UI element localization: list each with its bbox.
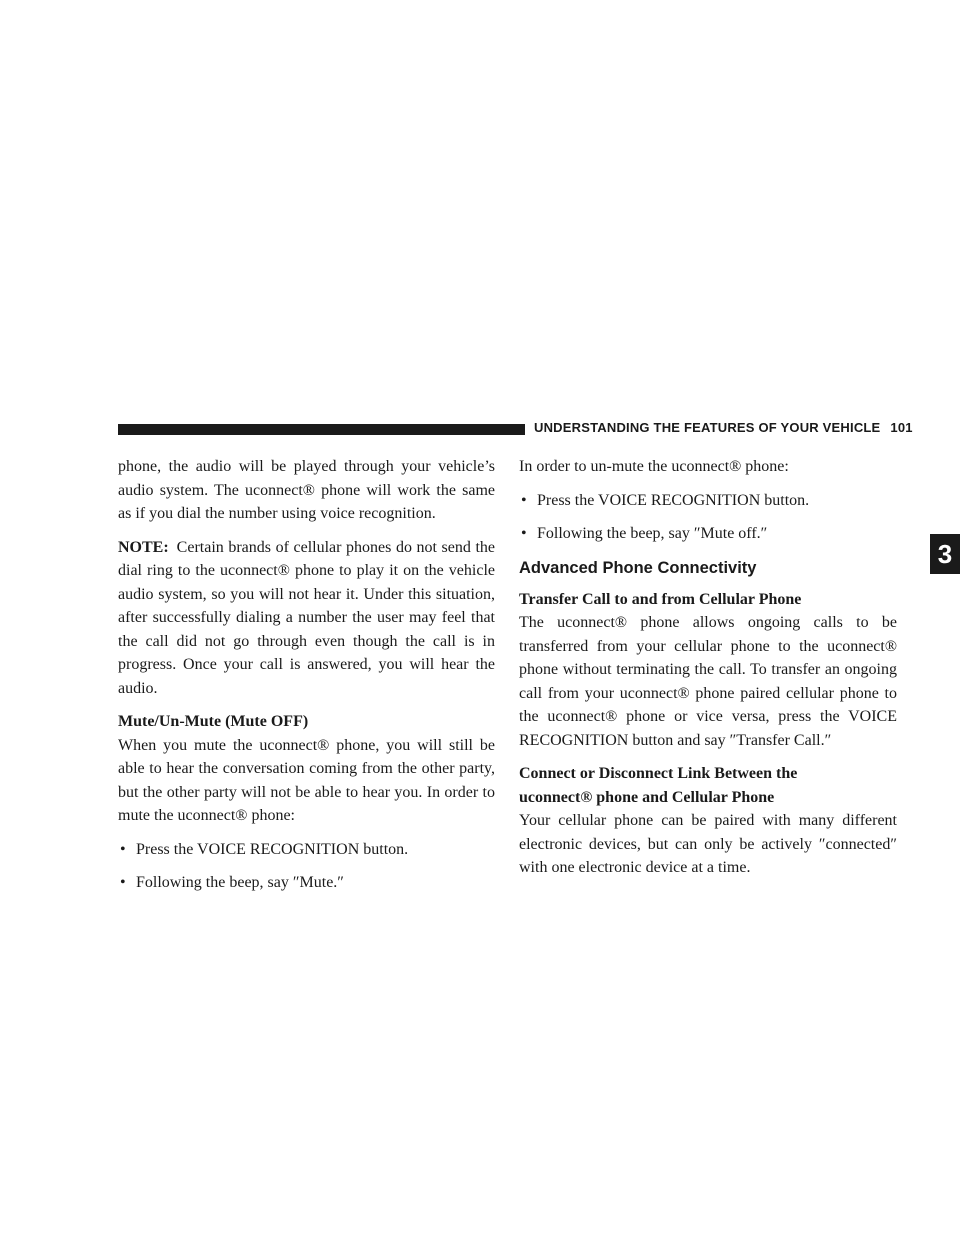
left-column [118, 455, 495, 905]
mute-heading: Mute/Un-Mute (Mute OFF) [118, 713, 309, 730]
note-text: Certain brands of cellular phones do not send the dial ring to the uconnect® phone to play it on the vehicle audio system, so you will not hear it. Under this situation, after successfully dialing a number the user may feel that the call did not go through even though the call is in progress. Once your call is answered, you will hear the audio. [118, 538, 495, 697]
unmute-intro: In order to un-mute the uconnect® phone: [519, 458, 789, 475]
mute-paragraph: When you mute the uconnect® phone, you will still be able to hear the conversation coming from the other party, but the other party will not be able to hear you. In order to mute the uconnect® phone: [118, 736, 495, 824]
mute-steps [118, 838, 495, 895]
list-item: • Press the VOICE RECOGNITION button. [519, 489, 897, 513]
note-paragraph [118, 536, 495, 701]
link-heading: Connect or Disconnect Link Between the uconnect® phone and Cellular Phone [519, 765, 798, 806]
running-header [534, 420, 913, 435]
link-paragraph: Your cellular phone can be paired with many different electronic devices, but can only be actively ″connected″ with one electronic device at a time. [519, 812, 897, 876]
transfer-paragraph: The uconnect® phone allows ongoing calls to be transferred from your cellular phone to the uconnect® phone without terminating the call. To transfer an ongoing call from your uconnect® phone paired cellular phone to the uconnect® phone or vice versa, press the VOICE RECOGNITION button and say ″Transfer Call.″ [519, 614, 897, 749]
bullet-icon: • [120, 840, 126, 858]
list-item: • Following the beep, say ″Mute off.″ [519, 522, 897, 546]
bullet-icon: • [120, 874, 126, 891]
list-item: • Following the beep, say ″Mute.″ [118, 871, 495, 895]
note-label: NOTE: [118, 538, 169, 556]
transfer-heading: Transfer Call to and from Cellular Phone [519, 590, 802, 608]
list-item: • Press the VOICE RECOGNITION button. [118, 838, 495, 862]
bullet-icon: • [521, 491, 527, 509]
paragraph-audio: phone, the audio will be played through your vehicle’s audio system. The uconnect® phone will work the same as if you dial the number using voice recognition. [118, 458, 495, 522]
bullet-icon: • [521, 525, 527, 542]
chapter-tab: 3 [930, 534, 960, 574]
section-heading: Advanced Phone Connectivity [519, 558, 757, 577]
page-number: 101 [890, 420, 913, 435]
header-rule [118, 424, 525, 435]
right-column [519, 455, 897, 890]
section-title: UNDERSTANDING THE FEATURES OF YOUR VEHICLE [534, 420, 881, 435]
unmute-steps [519, 489, 897, 546]
